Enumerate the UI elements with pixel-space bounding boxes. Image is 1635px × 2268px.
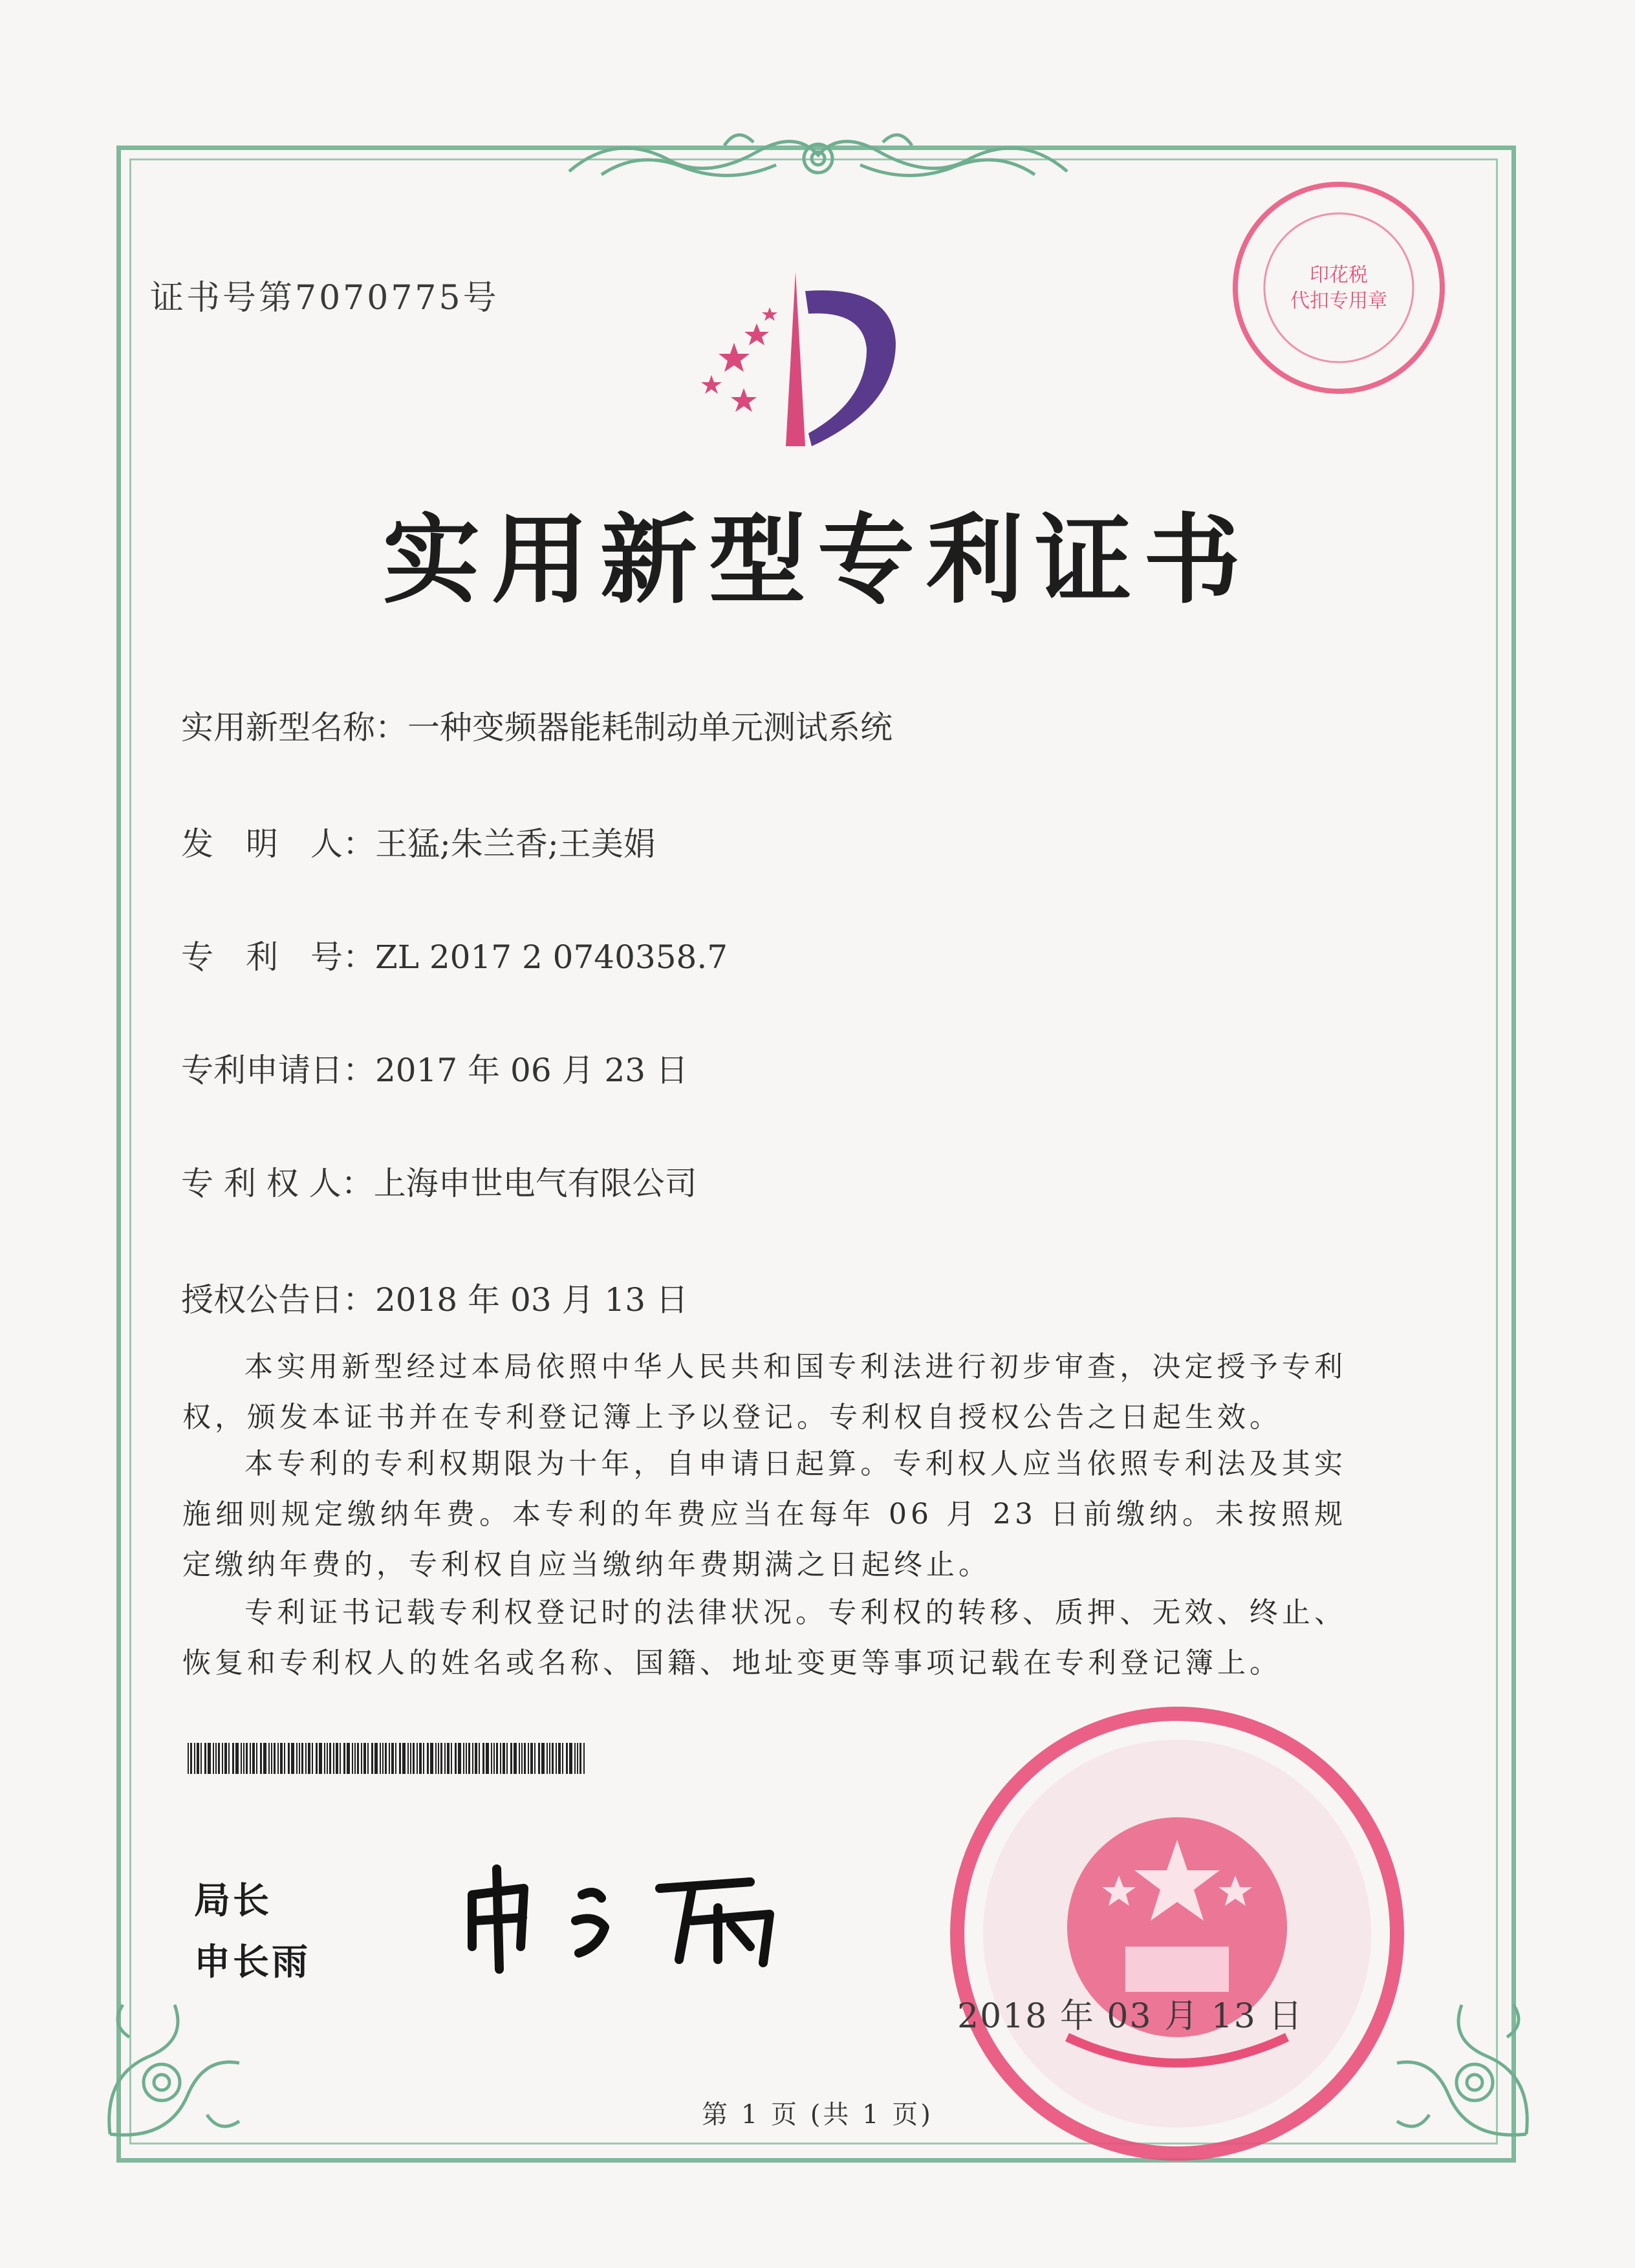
utility-model-name-value: 一种变频器能耗制动单元测试系统	[407, 709, 893, 746]
utility-model-name-label: 实用新型名称：	[181, 709, 407, 746]
patent-number-value: ZL 2017 2 0740358.7	[375, 938, 728, 976]
inventors-row	[181, 818, 656, 865]
inventors-label: 发 明 人：	[181, 825, 375, 863]
utility-model-name-row	[181, 702, 893, 748]
certificate-title: 实用新型专利证书	[382, 504, 1252, 617]
top-ornament-icon	[563, 120, 1074, 191]
director-signature-icon	[446, 1850, 796, 1979]
svg-text:代扣专用章: 代扣专用章	[1290, 290, 1387, 312]
inventors-value: 王猛;朱兰香;王美娟	[375, 825, 656, 863]
seal-date: 2018 年 03 月 13 日	[957, 1997, 1304, 2036]
body-paragraph-1: 本实用新型经过本局依照中华人民共和国专利法进行初步审查，决定授予专利权，颁发本证书并在专利登记簿上予以登记。专利权自授权公告之日起生效。	[182, 1350, 1347, 1434]
grant-date-label: 授权公告日：	[181, 1281, 375, 1319]
page-indicator: 第 1 页 (共 1 页)	[702, 2100, 933, 2130]
certificate-number: 证书号第7070775号	[150, 279, 499, 318]
patent-number-label: 专 利 号：	[181, 938, 375, 976]
svg-text:印花税: 印花税	[1310, 264, 1368, 286]
patentee-label: 专 利 权 人：	[181, 1165, 374, 1202]
tax-stamp-seal-icon	[1229, 178, 1449, 398]
filing-date-row	[181, 1044, 688, 1091]
body-paragraph-2: 本专利的专利权期限为十年，自申请日起算。专利权人应当依照专利法及其实施细则规定缴纳年费。本专利的年费应当在每年 06 月 23 日前缴纳。未按照规定缴纳年费的，专利权自应当缴纳年费期满之日起终止。	[182, 1447, 1347, 1581]
grant-date-row	[181, 1274, 688, 1321]
filing-date-value: 2017 年 06 月 23 日	[375, 1052, 688, 1089]
director-name: 申长雨	[194, 1941, 310, 1983]
patentee-row	[181, 1158, 697, 1204]
patentee-value: 上海申世电气有限公司	[373, 1165, 697, 1202]
filing-date-label: 专利申请日：	[181, 1052, 375, 1089]
body-paragraph-3: 专利证书记载专利权登记时的法律状况。专利权的转移、质押、无效、终止、恢复和专利权人的姓名或名称、国籍、地址变更等事项记载在专利登记簿上。	[182, 1596, 1347, 1679]
patent-number-row	[181, 931, 728, 978]
patent-office-logo-icon	[673, 259, 931, 466]
director-title: 局长	[194, 1880, 272, 1922]
barcode-icon	[188, 1743, 589, 1774]
grant-date-value: 2018 年 03 月 13 日	[375, 1281, 688, 1319]
